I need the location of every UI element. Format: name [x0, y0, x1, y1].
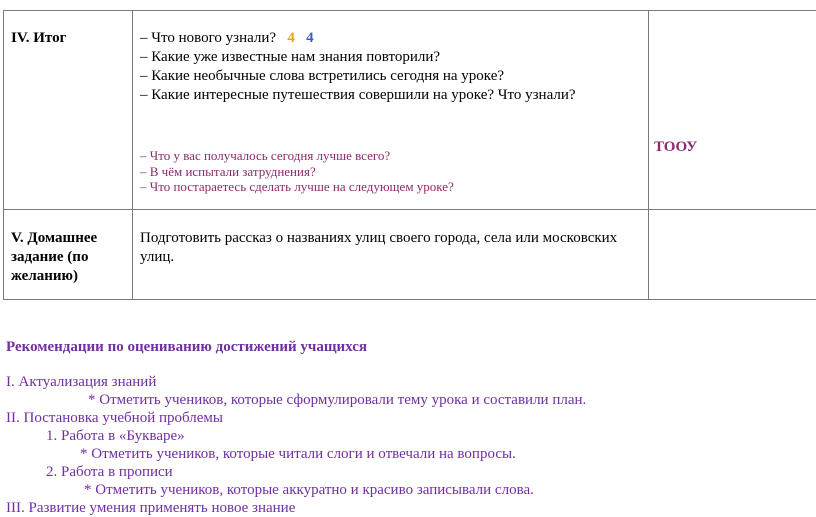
tooy-label: ТООУ — [654, 139, 698, 155]
mark-blue: 4 — [306, 30, 314, 46]
homework-line: Подготовить рассказ о названиях улиц своего города, села или московских — [140, 230, 618, 246]
question-line: – Что нового узнали? 4 4 — [140, 30, 314, 46]
table-bottom-border — [3, 299, 816, 300]
rec-note: * Отметить учеников, которые аккуратно и красиво записывали слова. — [84, 482, 534, 498]
table-col-divider-1 — [132, 10, 133, 300]
recommendations-title: Рекомендации по оцениванию достижений учащихся — [6, 339, 368, 355]
question-line: – Какие интересные путешествия совершили на уроке? Что узнали? — [140, 87, 576, 103]
stage-line: задание (по — [11, 249, 89, 265]
stage-line: V. Домашнее — [11, 230, 98, 246]
table-col-divider-2 — [648, 10, 649, 300]
table-left-border — [3, 10, 4, 300]
question-line: – Какие необычные слова встретились сегодня на уроке? — [140, 68, 505, 84]
rec-stage-1: I. Актуализация знаний — [6, 374, 157, 390]
table-row-divider — [3, 209, 816, 210]
homework-line: улиц. — [140, 249, 175, 265]
reflection-line: – Что у вас получалось сегодня лучше всего? — [140, 148, 391, 163]
rec-stage-3: III. Развитие умения применять новое знание — [6, 500, 296, 516]
rec-note: * Отметить учеников, которые читали слоги и отвечали на вопросы. — [80, 446, 516, 462]
lesson-table — [3, 10, 816, 300]
reflection-line: – В чём испытали затруднения? — [140, 163, 316, 179]
rec-stage-2: II. Постановка учебной проблемы — [6, 410, 223, 426]
rec-substage: 2. Работа в прописи — [46, 464, 173, 480]
homework-text — [140, 229, 645, 267]
reflection-block — [140, 148, 645, 195]
reflection-line: – Что постараетесь сделать лучше на следующем уроке? — [140, 179, 454, 194]
questions-block — [140, 29, 645, 105]
rec-substage: 1. Работа в «Букваре» — [46, 428, 185, 444]
table-top-border — [3, 10, 816, 11]
mark-yellow: 4 — [287, 30, 295, 46]
stage-line: желанию) — [11, 268, 78, 284]
stage-homework-label — [11, 229, 97, 286]
question-line: – Какие уже известные нам знания повторили? — [140, 49, 441, 65]
stage-itog-label: IV. Итог — [11, 30, 67, 46]
rec-note: * Отметить учеников, которые сформулировали тему урока и составили план. — [88, 392, 587, 408]
